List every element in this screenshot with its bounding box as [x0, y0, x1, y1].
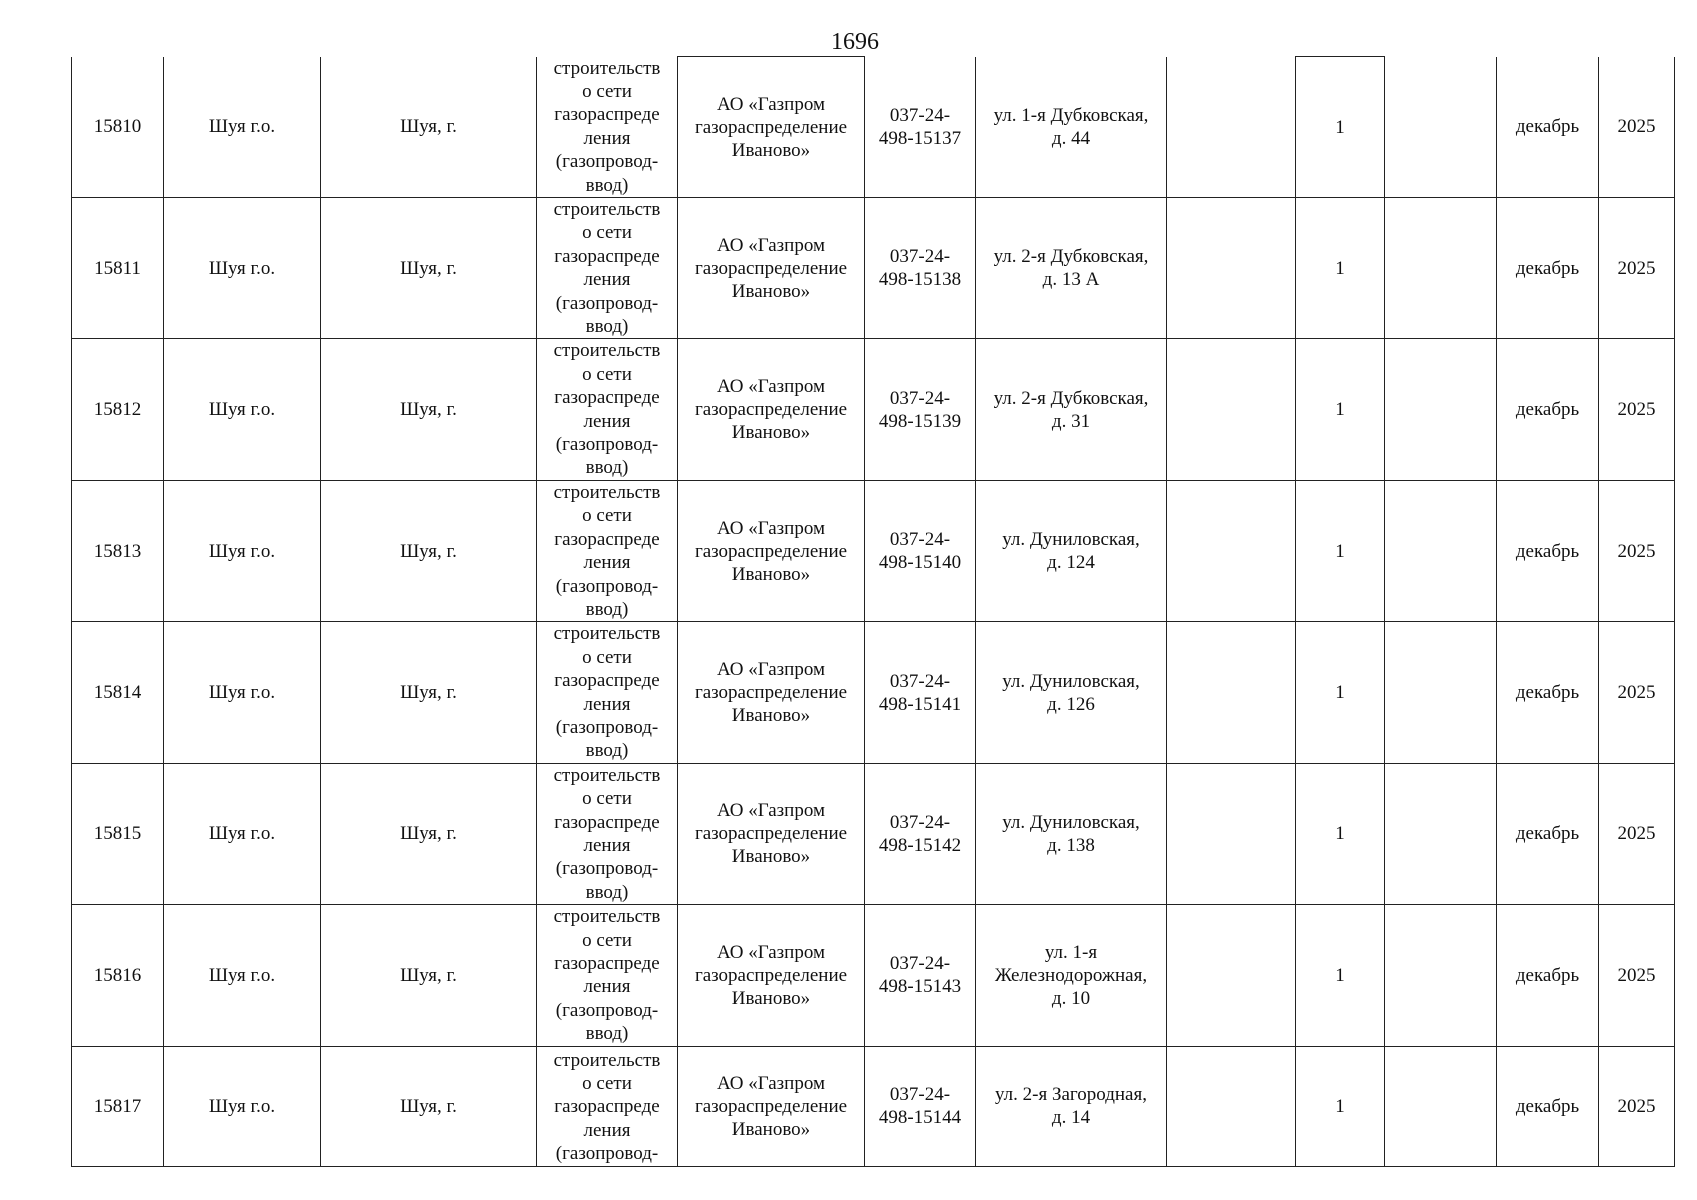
- blank-cell: [1385, 763, 1497, 904]
- blank-cell: [1385, 480, 1497, 621]
- organization-line: Иваново»: [731, 280, 811, 302]
- address-cell: [976, 198, 1167, 339]
- address-cell: [976, 480, 1167, 621]
- row-number-cell: 15814: [72, 622, 164, 763]
- work-type-line: строительств: [553, 623, 661, 645]
- organization-line: Иваново»: [731, 139, 811, 161]
- blank-cell: [1385, 339, 1497, 480]
- organization-line: Иваново»: [731, 1118, 811, 1140]
- work-type-cell: [537, 1046, 678, 1166]
- work-type-line: строительств: [553, 57, 661, 79]
- quantity-cell: 1: [1296, 622, 1385, 763]
- work-type-line: (газопровод-: [555, 434, 659, 456]
- object-code-line: 037-24-: [889, 670, 951, 692]
- settlement-cell: Шуя, г.: [321, 57, 537, 198]
- year-cell: 2025: [1599, 480, 1675, 621]
- object-code-line: 498-15137: [878, 127, 962, 149]
- object-code-cell: [865, 198, 976, 339]
- month-cell: декабрь: [1497, 339, 1599, 480]
- quantity-cell: 1: [1296, 339, 1385, 480]
- month-cell: декабрь: [1497, 198, 1599, 339]
- settlement-cell: Шуя, г.: [321, 480, 537, 621]
- object-code-cell: [865, 1046, 976, 1166]
- object-code-cell: [865, 622, 976, 763]
- organization-line: Иваново»: [731, 422, 811, 444]
- object-code-cell: [865, 763, 976, 904]
- blank-cell: [1385, 57, 1497, 198]
- organization-line: АО «Газпром: [716, 93, 826, 115]
- work-type-line: ввод): [585, 740, 629, 762]
- page-number: 1696: [831, 29, 879, 55]
- work-type-line: ления: [583, 552, 631, 574]
- organization-cell: [678, 339, 865, 480]
- work-type-line: о сети: [582, 505, 632, 527]
- work-type-line: газораспреде: [554, 245, 660, 267]
- table-row: [72, 339, 1675, 480]
- work-type-line: ввод): [585, 174, 629, 196]
- work-type-line: газораспреде: [554, 387, 660, 409]
- quantity-cell: 1: [1296, 763, 1385, 904]
- table-row: [72, 480, 1675, 621]
- object-code-line: 498-15140: [878, 552, 962, 574]
- address-line: д. 31: [1051, 410, 1091, 432]
- work-type-line: (газопровод-: [555, 151, 659, 173]
- object-code-line: 037-24-: [889, 1084, 951, 1106]
- district-cell: Шуя г.о.: [164, 763, 321, 904]
- address-cell: [976, 339, 1167, 480]
- object-code-line: 498-15141: [878, 693, 962, 715]
- work-type-line: о сети: [582, 929, 632, 951]
- object-code-cell: [865, 480, 976, 621]
- blank-cell: [1385, 622, 1497, 763]
- year-cell: 2025: [1599, 198, 1675, 339]
- object-code-line: 498-15139: [878, 410, 962, 432]
- month-cell: декабрь: [1497, 622, 1599, 763]
- work-type-line: о сети: [582, 363, 632, 385]
- address-cell: [976, 57, 1167, 198]
- work-type-line: строительств: [553, 1049, 661, 1071]
- organization-line: АО «Газпром: [716, 517, 826, 539]
- month-cell: декабрь: [1497, 763, 1599, 904]
- table-row: [72, 57, 1675, 198]
- work-type-line: (газопровод-: [555, 716, 659, 738]
- address-line: ул. 2-я Загородная,: [995, 1084, 1147, 1106]
- work-type-line: ления: [583, 127, 631, 149]
- organization-cell: [678, 198, 865, 339]
- work-type-line: ления: [583, 410, 631, 432]
- extra-cell: [1167, 57, 1296, 198]
- year-cell: 2025: [1599, 905, 1675, 1046]
- district-cell: Шуя г.о.: [164, 1046, 321, 1166]
- year-cell: 2025: [1599, 622, 1675, 763]
- work-type-line: о сети: [582, 646, 632, 668]
- organization-line: АО «Газпром: [716, 234, 826, 256]
- organization-line: газораспределение: [694, 964, 848, 986]
- work-type-cell: [537, 622, 678, 763]
- month-cell: декабрь: [1497, 57, 1599, 198]
- work-type-line: газораспреде: [554, 1096, 660, 1118]
- blank-cell: [1385, 905, 1497, 1046]
- work-type-line: ления: [583, 693, 631, 715]
- district-cell: Шуя г.о.: [164, 622, 321, 763]
- settlement-cell: Шуя, г.: [321, 622, 537, 763]
- address-cell: [976, 763, 1167, 904]
- row-number-cell: 15811: [72, 198, 164, 339]
- organization-line: Иваново»: [731, 846, 811, 868]
- address-line: ул. 1-я Дубковская,: [993, 104, 1149, 126]
- address-line: д. 10: [1051, 987, 1091, 1009]
- row-number-cell: 15810: [72, 57, 164, 198]
- month-cell: декабрь: [1497, 1046, 1599, 1166]
- work-type-line: ления: [583, 1119, 631, 1141]
- object-code-line: 037-24-: [889, 104, 951, 126]
- organization-line: АО «Газпром: [716, 376, 826, 398]
- object-code-line: 037-24-: [889, 529, 951, 551]
- year-cell: 2025: [1599, 1046, 1675, 1166]
- work-type-cell: [537, 339, 678, 480]
- year-cell: 2025: [1599, 763, 1675, 904]
- organization-line: газораспределение: [694, 540, 848, 562]
- work-type-line: (газопровод-: [555, 292, 659, 314]
- object-code-line: 498-15144: [878, 1107, 962, 1129]
- address-line: ул. Дуниловская,: [1002, 529, 1140, 551]
- organization-line: АО «Газпром: [716, 941, 826, 963]
- address-line: д. 14: [1051, 1107, 1091, 1129]
- district-cell: Шуя г.о.: [164, 339, 321, 480]
- address-line: Железнодорожная,: [994, 964, 1148, 986]
- object-code-line: 037-24-: [889, 246, 951, 268]
- row-number-cell: 15817: [72, 1046, 164, 1166]
- organization-line: газораспределение: [694, 399, 848, 421]
- table-row: [72, 1046, 1675, 1166]
- address-line: д. 138: [1047, 834, 1095, 856]
- extra-cell: [1167, 905, 1296, 1046]
- organization-cell: [678, 480, 865, 621]
- work-type-line: газораспреде: [554, 670, 660, 692]
- table-row: [72, 763, 1675, 904]
- organization-line: газораспределение: [694, 682, 848, 704]
- address-line: ул. Дуниловская,: [1002, 670, 1140, 692]
- object-code-line: 037-24-: [889, 811, 951, 833]
- quantity-cell: 1: [1296, 480, 1385, 621]
- work-type-line: строительств: [553, 340, 661, 362]
- address-line: д. 44: [1051, 127, 1091, 149]
- district-cell: Шуя г.о.: [164, 198, 321, 339]
- table-row: [72, 622, 1675, 763]
- work-type-line: (газопровод-: [555, 858, 659, 880]
- blank-cell: [1385, 198, 1497, 339]
- work-type-line: строительств: [553, 764, 661, 786]
- object-code-line: 498-15142: [878, 834, 962, 856]
- organization-line: АО «Газпром: [716, 1072, 826, 1094]
- work-type-cell: [537, 905, 678, 1046]
- object-code-line: 498-15138: [878, 269, 962, 291]
- district-cell: Шуя г.о.: [164, 480, 321, 621]
- work-type-cell: [537, 198, 678, 339]
- quantity-cell: 1: [1296, 198, 1385, 339]
- object-code-line: 037-24-: [889, 953, 951, 975]
- extra-cell: [1167, 1046, 1296, 1166]
- work-type-line: ления: [583, 834, 631, 856]
- organization-line: Иваново»: [731, 987, 811, 1009]
- extra-cell: [1167, 622, 1296, 763]
- extra-cell: [1167, 480, 1296, 621]
- organization-line: Иваново»: [731, 705, 811, 727]
- address-cell: [976, 905, 1167, 1046]
- work-type-line: строительств: [553, 481, 661, 503]
- work-type-cell: [537, 763, 678, 904]
- settlement-cell: Шуя, г.: [321, 763, 537, 904]
- work-type-line: ввод): [585, 457, 629, 479]
- work-type-line: ления: [583, 976, 631, 998]
- work-type-line: о сети: [582, 222, 632, 244]
- organization-cell: [678, 905, 865, 1046]
- organization-cell: [678, 622, 865, 763]
- row-number-cell: 15815: [72, 763, 164, 904]
- address-line: ул. Дуниловская,: [1002, 811, 1140, 833]
- address-line: ул. 2-я Дубковская,: [993, 387, 1149, 409]
- register-table: [71, 56, 1675, 1167]
- work-type-line: газораспреде: [554, 528, 660, 550]
- work-type-line: газораспреде: [554, 953, 660, 974]
- work-type-cell: [537, 480, 678, 621]
- address-cell: [976, 622, 1167, 763]
- quantity-cell: 1: [1296, 905, 1385, 1046]
- work-type-line: газораспреде: [554, 104, 660, 126]
- organization-line: газораспределение: [694, 823, 848, 845]
- organization-cell: [678, 57, 865, 198]
- organization-cell: [678, 1046, 865, 1166]
- work-type-line: о сети: [582, 788, 632, 810]
- blank-cell: [1385, 1046, 1497, 1166]
- district-cell: Шуя г.о.: [164, 905, 321, 1046]
- table-body: [72, 57, 1675, 1167]
- work-type-line: строительств: [553, 906, 661, 928]
- object-code-line: 037-24-: [889, 387, 951, 409]
- settlement-cell: Шуя, г.: [321, 198, 537, 339]
- work-type-line: о сети: [582, 1073, 632, 1095]
- row-number-cell: 15812: [72, 339, 164, 480]
- organization-line: АО «Газпром: [716, 659, 826, 681]
- work-type-line: (газопровод-: [555, 1143, 659, 1165]
- table-row: [72, 198, 1675, 339]
- year-cell: 2025: [1599, 339, 1675, 480]
- settlement-cell: Шуя, г.: [321, 1046, 537, 1166]
- object-code-cell: [865, 905, 976, 1046]
- address-line: д. 126: [1047, 693, 1095, 715]
- address-line: ул. 2-я Дубковская,: [993, 246, 1149, 268]
- work-type-line: газораспреде: [554, 811, 660, 833]
- settlement-cell: Шуя, г.: [321, 905, 537, 1046]
- address-line: д. 13 А: [1042, 269, 1100, 291]
- work-type-cell: [537, 57, 678, 198]
- quantity-cell: 1: [1296, 57, 1385, 198]
- extra-cell: [1167, 339, 1296, 480]
- object-code-line: 498-15143: [878, 976, 962, 998]
- object-code-cell: [865, 57, 976, 198]
- work-type-line: (газопровод-: [555, 999, 659, 1021]
- row-number-cell: 15816: [72, 905, 164, 1046]
- work-type-line: ления: [583, 269, 631, 291]
- row-number-cell: 15813: [72, 480, 164, 621]
- address-line: д. 124: [1047, 552, 1095, 574]
- table-row: [72, 905, 1675, 1046]
- work-type-line: (газопровод-: [555, 575, 659, 597]
- organization-line: АО «Газпром: [716, 800, 826, 822]
- extra-cell: [1167, 763, 1296, 904]
- settlement-cell: Шуя, г.: [321, 339, 537, 480]
- year-cell: 2025: [1599, 57, 1675, 198]
- organization-line: газораспределение: [694, 257, 848, 279]
- object-code-cell: [865, 339, 976, 480]
- work-type-line: о сети: [582, 80, 632, 102]
- work-type-line: ввод): [585, 316, 629, 338]
- work-type-line: ввод): [585, 1023, 629, 1045]
- month-cell: декабрь: [1497, 480, 1599, 621]
- work-type-line: строительств: [553, 199, 661, 220]
- organization-cell: [678, 763, 865, 904]
- organization-line: газораспределение: [694, 116, 848, 138]
- month-cell: декабрь: [1497, 905, 1599, 1046]
- organization-line: Иваново»: [731, 563, 811, 585]
- extra-cell: [1167, 198, 1296, 339]
- organization-line: газораспределение: [694, 1095, 848, 1117]
- quantity-cell: 1: [1296, 1046, 1385, 1166]
- work-type-line: ввод): [585, 881, 629, 903]
- address-line: ул. 1-я: [1044, 941, 1098, 963]
- district-cell: Шуя г.о.: [164, 57, 321, 198]
- work-type-line: ввод): [585, 598, 629, 620]
- address-cell: [976, 1046, 1167, 1166]
